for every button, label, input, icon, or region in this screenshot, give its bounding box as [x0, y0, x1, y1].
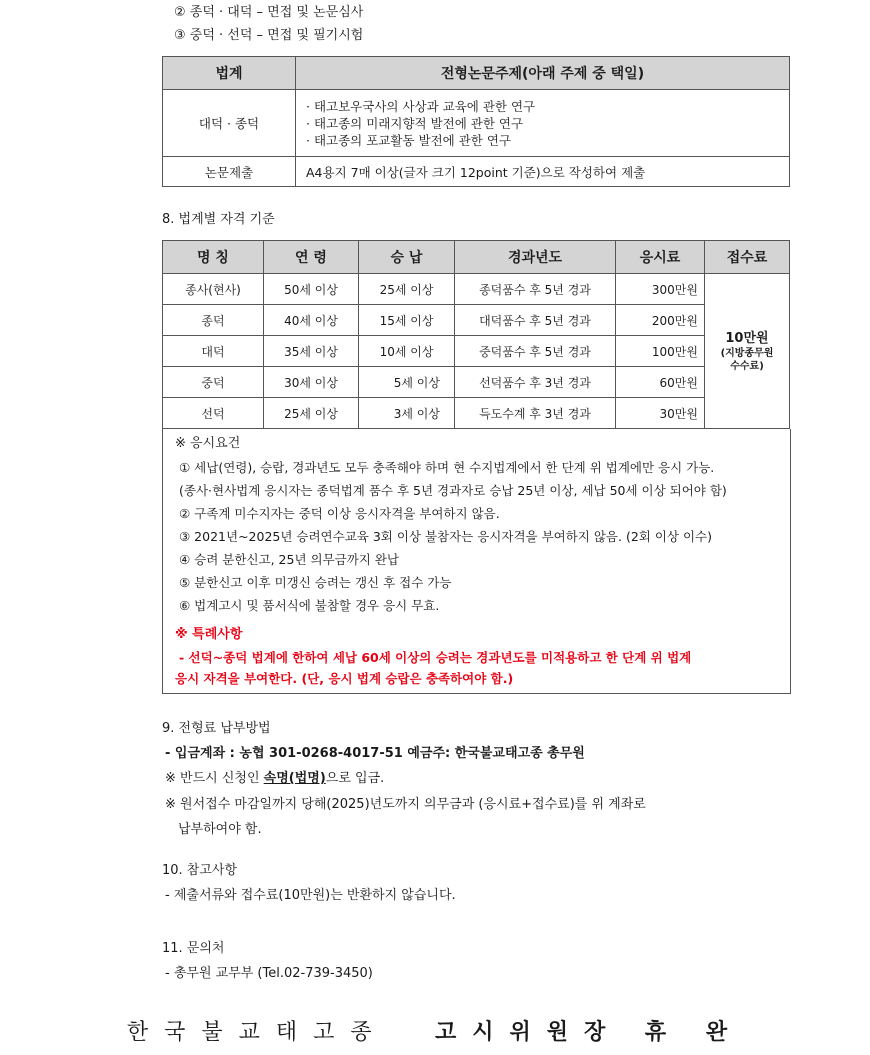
section11-title: 11. 문의처	[162, 941, 225, 956]
qual-exam-fee: 300만원	[616, 274, 705, 305]
qual-seniority: 5세 이상	[359, 367, 455, 398]
qual-years: 종덕품수 후 5년 경과	[455, 274, 616, 305]
essay-topic-table	[162, 56, 790, 187]
requirement-1: ① 세납(연령), 승랍, 경과년도 모두 충족해야 하며 현 수지법계에서 한 단계 위 법계에만 응시 가능.	[179, 460, 715, 475]
qual-seniority: 10세 이상	[359, 336, 455, 367]
qual-name: 선덕	[163, 398, 264, 429]
qual-seniority: 15세 이상	[359, 305, 455, 336]
requirement-5: ⑤ 분한신고 이후 미갱신 승려는 갱신 후 접수 가능	[179, 575, 452, 590]
qual-header-seniority: 승 납	[359, 241, 455, 274]
top-line-1: ② 종덕 · 대덕 – 면접 및 논문심사	[174, 5, 364, 20]
top-line-2: ③ 중덕 · 선덕 – 면접 및 필기시험	[174, 28, 364, 43]
qual-seniority: 3세 이상	[359, 398, 455, 429]
registration-fee-note-1: (지방종무원	[720, 347, 774, 359]
qual-age: 30세 이상	[264, 367, 359, 398]
registration-fee-amount: 10만원	[725, 330, 769, 346]
table-row	[163, 336, 790, 367]
document-footer	[0, 1015, 870, 1046]
table-row	[163, 398, 790, 429]
section8-title: 8. 법계별 자격 기준	[162, 212, 275, 227]
requirement-4: ④ 승려 분한신고, 25년 의무금까지 완납	[179, 552, 400, 567]
qual-name: 종사(현사)	[163, 274, 264, 305]
requirement-2: ② 구족계 미수지자는 중덕 이상 응시자격을 부여하지 않음.	[179, 506, 500, 521]
qualification-table	[162, 240, 790, 429]
qual-header-years: 경과년도	[455, 241, 616, 274]
footer-office: 고시위원장	[434, 1020, 622, 1045]
qual-years: 대덕품수 후 5년 경과	[455, 305, 616, 336]
table-row	[163, 305, 790, 336]
special-line-1: - 선덕~종덕 법계에 한하여 세납 60세 이상의 승려는 경과년도를 미적용하고 한 단계 위 법계	[179, 650, 692, 665]
qual-exam-fee: 60만원	[616, 367, 705, 398]
qual-age: 25세 이상	[264, 398, 359, 429]
deposit-note-1	[165, 770, 384, 788]
special-line-2: 응시 자격을 부여한다. (단, 응시 법계 승랍은 충족하여야 함.)	[175, 671, 514, 686]
qual-name: 대덕	[163, 336, 264, 367]
qual-name: 중덕	[163, 367, 264, 398]
qual-exam-fee: 100만원	[616, 336, 705, 367]
qual-age: 40세 이상	[264, 305, 359, 336]
qual-header-exam-fee: 응시료	[616, 241, 705, 274]
deposit-note-2-cont: 납부하여야 함.	[178, 822, 262, 837]
essay-topics-cell	[296, 90, 790, 157]
section9-title: 9. 전형료 납부방법	[162, 721, 271, 736]
essay-row2-label: 논문제출	[163, 157, 296, 187]
registration-fee-note-2: 수수료)	[730, 360, 764, 372]
essay-row1-label: 대덕 · 종덕	[163, 90, 296, 157]
qual-years: 선덕품수 후 3년 경과	[455, 367, 616, 398]
special-title: ※ 특례사항	[175, 627, 243, 642]
qual-age: 35세 이상	[264, 336, 359, 367]
footer-org: 한국불교태고종	[126, 1020, 388, 1045]
section10-line: - 제출서류와 접수료(10만원)는 반환하지 않습니다.	[165, 888, 456, 903]
registration-fee-cell	[705, 274, 790, 429]
essay-topic-2: · 태고종의 미래지향적 발전에 관한 연구	[306, 115, 524, 131]
qual-years: 득도수계 후 3년 경과	[455, 398, 616, 429]
footer-suffix: 휴 완	[644, 1020, 744, 1045]
requirement-3: ③ 2021년~2025년 승려연수교육 3회 이상 불참자는 응시자격을 부여하지 않음. (2회 이상 이수)	[179, 529, 712, 544]
qual-age: 50세 이상	[264, 274, 359, 305]
qual-years: 중덕품수 후 5년 경과	[455, 336, 616, 367]
essay-header-rank: 법계	[163, 57, 296, 90]
table-row	[163, 274, 790, 305]
requirements-box	[162, 429, 791, 694]
qual-header-reg-fee: 접수료	[705, 241, 790, 274]
essay-header-topic: 전형논문주제(아래 주제 중 택일)	[296, 57, 790, 90]
section10-title: 10. 참고사항	[162, 863, 238, 878]
deposit-note-1-emphasis: 속명(법명)	[263, 771, 326, 786]
requirement-1-note: (종사·현사법계 응시자는 종덕법계 품수 후 5년 경과자로 승납 25년 이상, 세납 50세 이상 되어야 함)	[179, 483, 727, 498]
requirements-title: ※ 응시요건	[175, 436, 241, 451]
qual-header-age: 연 령	[264, 241, 359, 274]
table-row	[163, 367, 790, 398]
qual-seniority: 25세 이상	[359, 274, 455, 305]
qual-header-name: 명 칭	[163, 241, 264, 274]
qual-name: 종덕	[163, 305, 264, 336]
qual-exam-fee: 30만원	[616, 398, 705, 429]
deposit-note-2: ※ 원서접수 마감일까지 당해(2025)년도까지 의무금과 (응시료+접수료)를 위 계좌로	[165, 797, 646, 812]
deposit-note-1-pre: ※ 반드시 신청인	[165, 771, 264, 786]
qual-exam-fee: 200만원	[616, 305, 705, 336]
requirement-6: ⑥ 법계고시 및 품서식에 불참할 경우 응시 무효.	[179, 598, 440, 613]
essay-row2-value: A4용지 7매 이상(글자 크기 12point 기준)으로 작성하여 제출	[296, 157, 790, 187]
essay-topic-3: · 태고종의 포교활동 발전에 관한 연구	[306, 132, 511, 148]
deposit-note-1-post: 으로 입금.	[325, 771, 385, 786]
essay-topic-1: · 태고보우국사의 사상과 교육에 관한 연구	[306, 98, 536, 114]
account-info: - 입금계좌 : 농협 301-0268-4017-51 예금주: 한국불교태고종 총무원	[165, 746, 585, 761]
section11-line: - 총무원 교무부 (Tel.02-739-3450)	[165, 966, 373, 981]
